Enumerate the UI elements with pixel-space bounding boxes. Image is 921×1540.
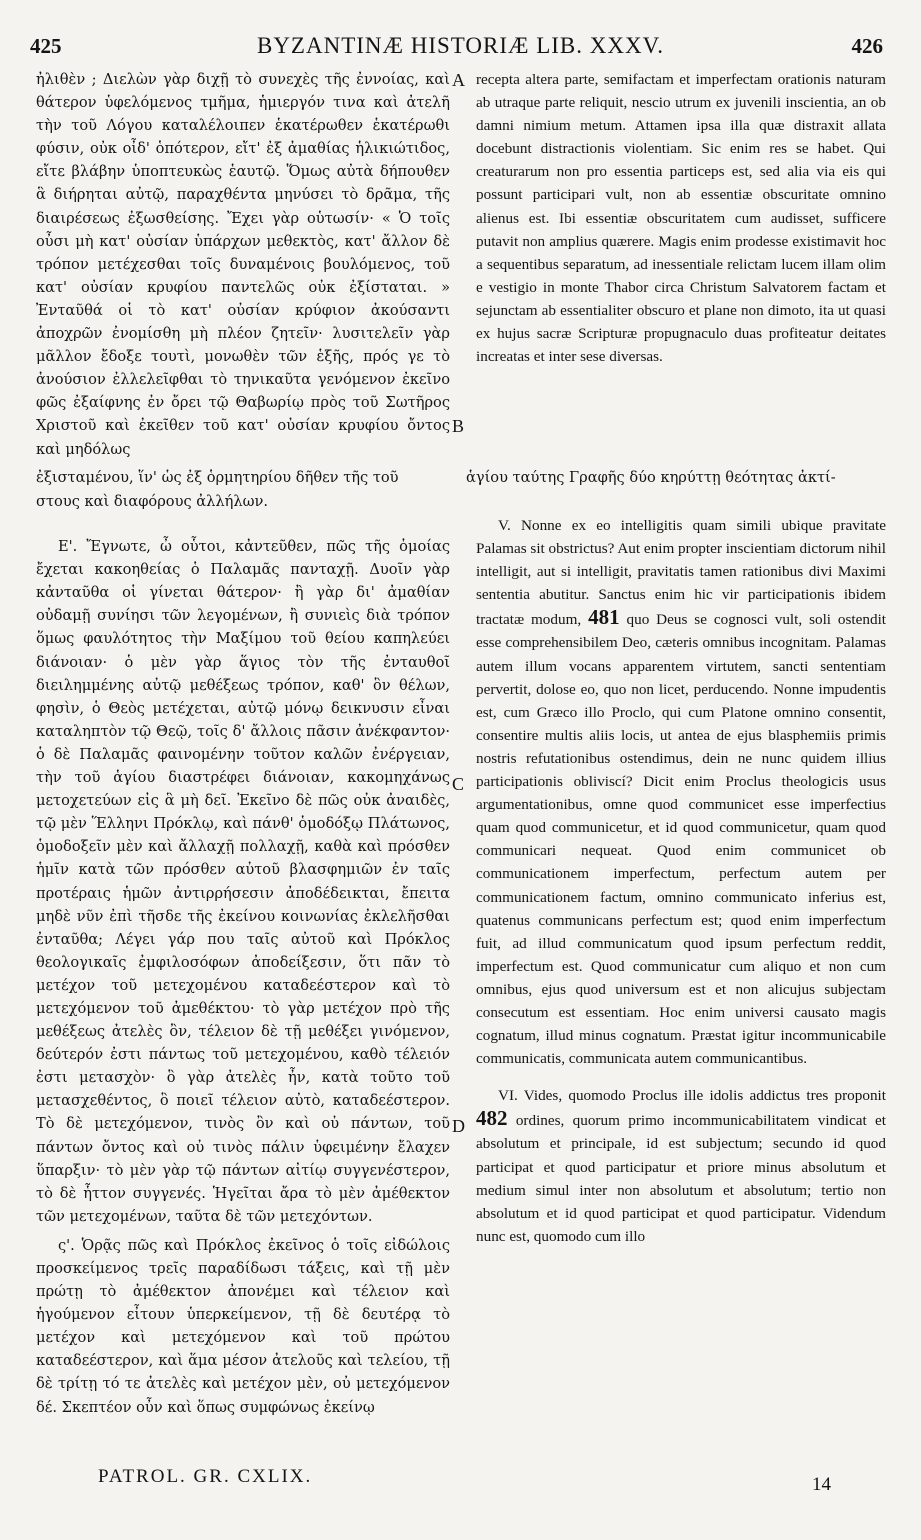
margin-marker-b: B [452, 416, 465, 436]
column-number-482: 482 [476, 1106, 508, 1131]
margin-marker-c: C [452, 774, 465, 794]
latin-section-6-text-a: VI. Vides, quomodo Proclus ille idolis addictus tres proponit [498, 1087, 886, 1105]
greek-paragraph-1-end: στους καὶ διαφόρους ἀλλήλων. [36, 493, 269, 510]
page-header [0, 0, 921, 58]
latin-column-lower [476, 514, 886, 1248]
greek-column-lower [36, 490, 450, 1419]
right-page-number: 426 [851, 34, 883, 58]
latin-section-5 [476, 514, 886, 1070]
latin-section-6-text-b: ordines, quorum primo incommunicabilitatem vindicat et absolutum et principale, id est subjectum; secundo id quod participat et quod participatur et priore minus absolutum et medium simul inter non absolutum et absolutum; tertio non absolutum et id quod participat et quod participatur. Videndum nunc est, quomodo cum illo [476, 1112, 886, 1245]
latin-section-5-text-a: V. Nonne ex eo intelligitis quam simili ubique pravitate Palamas sit obstrictus? Aut enim propter inscientiam dictorum nihil intelligit, aut si intelligit, pravitatis tamen rationibus divi Maximi sententia abutitur. Sanctus enim hic vir participationis ibidem tractatæ modum, [476, 517, 886, 629]
latin-column [476, 68, 886, 368]
latin-section-6 [476, 1084, 886, 1248]
greek-bridge-text: ἐξισταμένου, ἵν' ὡς ἐξ ὁρμητηρίου δῆθεν τῆς τοῦ [36, 469, 399, 486]
spanning-line [36, 466, 886, 489]
margin-marker-d: D [452, 1116, 465, 1136]
running-title: BYZANTINÆ HISTORIÆ LIB. XXXV. [256, 33, 665, 58]
latin-section-5-text-b: quo Deus se cognosci vult, soli ostendit esse comprehensibilem Deo, cæteris omnibus incognitam. Palamas autem illum vocans apparentem virtutem, sancti sententiam pervertit, dolose eo, quo non licet, perducendo. Nonne impudentis est, cum Græco illo Proclo, qui cum Platone omnino consentit, consentire multis aliis locis, ut antea de ejus blasphemiis primis nostris refutationibus ostendimus, dein ne nunc quidem illius participationis obliviscí? Dicit enim Proclus theologicis usus argumentationibus, omne quod communicet esse imperfectius quam quod communicetur, et id quod communicetur, quam quod communicari nequeat. Quod enim communicet ob communicationem imperfectum, perfectum autem per communicationem factum, omnino communicato inferius est, quatenus communicans perfectum est; quod enim imperfectum fuit, ad illud communicatum quod ipsum perfectum reddit, imperfectum est. Quod communicatur cum aliquo et non cum omnibus, ejus quod universum est et non alicujus subjectam consecutum est essentiam. Hoc enim universi causato magis cognatum, illud minus cognatum. Præstat igitur incommunicabile communicatis, communicata autem communicantibus. [476, 611, 887, 1068]
greek-paragraph-1: ἠλιθὲν ; Διελὼν γὰρ διχῇ τὸ συνεχὲς τῆς ἐννοίας, καὶ θάτερον ὑφελόμενος τμῆμα, ἡμιεργόν τινα καὶ ἀτελῆ τὴν τοῦ Λόγου καταλέλοιπεν ἑκατέρωθεν ἑκατέρωθι φύσιν, οὐκ οἶδ' ὁπότερον, εἴτ' ἐξ ἀμαθίας ἡλικιώτιδος, εἴτε βλάβην ὑποπτευκὼς ἑαυτῷ. Ὅμως αὐτὰ δήπουθεν ἃ διήρηται αὐτῷ, παραχθέντα μηνύσει τὸ δρᾶμα, τῆς διαιρέσεως ἐξωσθείσης. Ἔχει γὰρ οὑτωσίν· « Ὁ τοῖς οὖσι μὴ κατ' οὐσίαν ὑπάρχων μεθεκτὸς, κατ' ἄλλον δὲ τρόπον μετέχεσθαι τοῖς δυναμένοις βουλόμενος, τοῦ κατ' οὐσίαν κρυφίου παντελῶς οὐκ ἐξίσταται. » Ἐνταῦθά οἱ τὸ κατ' οὐσίαν κρύφιον ἀκούσαντι ἀποχρῶν ἐνομίσθη μὴ πλέον ζητεῖν· λυσιτελεῖν γὰρ μᾶλλον ἔδοξε τουτὶ, μονωθὲν τῶν ἑξῆς, πρός γε τὸ ἀνούσιον ἐλλελεῖφθαι τὸ τηνικαῦτα γενόμενον ἐκεῖνο φῶς ἐξαίφνης ἐν ὄρει τῷ Θαβωρίῳ πρὸς τοῦ Σωτῆρος Χριστοῦ καὶ ἐκεῖθεν τοῦ κατ' οὐσίαν κρυφίου ὄντος καὶ μηδόλως [36, 71, 450, 458]
latin-paragraph-1: recepta altera parte, semifactam et imperfectam orationis naturam ab utraque parte reliquit, nescio utrum ex juvenili inscientia, an ob damni nimium metum. Attamen ipsa illa quæ distraxit allata docebunt distractionis violentiam. Sic enim res se habet. Qui creaturarum non pro essentia particeps est, sed alia via eis qui possunt participari vult, non ab essentiæ obscuritate omnino alienus est. Ibi essentiæ obscuritatem cum audisset, sufficere putavit non amplius quærere. Magis enim prodesse existimavit hoc a sequentibus separatum, ad inessentiale relictam lucem illam olim e vestigio in monte Thabor circa Christum Salvatorem factam et sejunctam ab essentialiter obscuro et plane non dimoto, ita ut quasi ex hujus sacræ Scripturæ propugnaculo duas profiteatur deitates increatas et inter sese diversas. [476, 71, 886, 366]
greek-section-5: Ε'. Ἔγνωτε, ὦ οὗτοι, κἀντεῦθεν, πῶς τῆς ὁμοίας ἔχεται κακοηθείας ὁ Παλαμᾶς πανταχῇ. Δυοῖν γὰρ κἀνταῦθα οἱ γίνεται θάτερον· ἢ γὰρ δι' ἀμαθίαν οὐδαμῇ συνίησι τῶν λεγομένων, ἢ συνιεὶς διὰ τρόπον ὅμως φαυλότητος τὴν Μαξίμου τοῦ θείου καπηλεύει διάνοιαν· ὁ μὲν γὰρ ἅγιος τὸν τῆς ἐνταυθοῖ διειλημμένης αὐτῷ μεθέξεως τρόπον, καθ' ὃν θέλων, φησὶν, ὁ Θεὸς μετέχεται, αὐτῷ μόνῳ δεικνυσιν εἶναι καταληπτὸν τῷ Θεῷ, τοῖς δ' ἄλλοις πᾶσιν ἀνέκφαντον· ὁ δὲ Παλαμᾶς φαινομένην τοῦτον καλῶν ἐνέργειαν, τὴν τοῦ ἁγίου διαστρέφει διάνοιαν, κακομηχάνως μετοχετεύων εἰς ἃ μὴ δεῖ. Ἐκεῖνο δὲ πῶς οὐκ ἀναιδὲς, τῷ μὲν Ἕλληνι Πρόκλῳ, καὶ πάνθ' ὁμοδόξῳ Πλάτωνος, ὁμοδοξεῖν μὲν καὶ ἄλλαχῇ πολλαχῇ, καθὰ καὶ πρόσθεν ἡμῖν κατὰ τῶν πρόσθεν αὐτοῦ βλασφημιῶν ἐν ταῖς προτέραις ἡμῶν ἀντιρρήσεσιν ἀποδέδεικται, ἔπειτα μηδὲ νῦν ἐπὶ τῆσδε τῆς ἐκείνου κοινωνίας ἐκλελῆσθαι ἐνταῦθα; Λέγει γάρ που ταῖς αὐτοῦ καὶ Πρόκλος θεολογικαῖς ἐμφιλοσόφων ἀποδείξεσιν, ὅτι πᾶν τὸ μετέχον τοῦ μετεχομένου καταδεέστερον καὶ τὸ μετεχόμενον τοῦ ἀμεθέκτου· τὸ γὰρ μετέχον πρὸ τῆς μεθέξεως ἀτελὲς ὂν, τέλειον δὲ τῇ μεθέξει γινόμενον, δεύτερόν ἐστι πάντως τοῦ μετεχομένου, καθὸ τέλειόν ἐστι μετασχὸν· ὃ γὰρ ἀτελὲς ἦν, κατὰ τοῦτο τοῦ μετασχεθέντος, ὃ ποιεῖ τέλειον αὐτὸ, καταδεέστερον. Τὸ δὲ μετεχόμενον, τινὸς ὂν καὶ οὐ πάντων, τοῦ πάντων ὄντος καὶ οὐ τινὸς πάλιν ὑφειμένην ἔλαχεν ὕπαρξιν· τὸ μὲν γὰρ τῷ πάντων αἰτίῳ συγγενέστερον, τὸ δὲ ἧττον συγγενές. Ἡγεῖται ἄρα τὸ μὲν ἀμέθεκτον τῶν μετεχομένων, ταῦτα δὲ τῶν μετεχόντων. [36, 538, 450, 1225]
column-number-481: 481 [588, 605, 620, 630]
greek-column [36, 68, 450, 461]
footer-signature: PATROL. GR. CXLIX. [98, 1466, 313, 1487]
margin-marker-a: A [452, 70, 465, 90]
left-page-number: 425 [30, 34, 62, 58]
greek-section-6: ς'. Ὁρᾷς πῶς καὶ Πρόκλος ἐκεῖνος ὁ τοῖς εἰδώλοις προσκείμενος τρεῖς παραδίδωσι τάξεις, καὶ τῇ μὲν πρώτῃ τὸ ἀμέθεκτον ἀπονέμει καὶ τέλειον καὶ ἡγούμενον εἶτουν ὑπερκείμενον, τῇ δὲ δευτέρᾳ τὸ μετέχον καὶ μετεχόμενον καὶ τοῦ πρώτου καταδεέστερον, καὶ ἅμα μέσον ἀτελοῦς καὶ τελείου, τῇ δὲ τρίτῃ τό τε ἀτελὲς καὶ μετέχον μὲν, οὐ μετεχόμενον δέ. Σκεπτέον οὖν καὶ ὅπως συμφώνως ἐκείνῳ [36, 1236, 450, 1416]
footer-number: 14 [812, 1474, 831, 1495]
greek-bridge-continuation: ἁγίου ταύτης Γραφῆς δύο κηρύττῃ θεότητας ἀκτί- [466, 469, 836, 486]
